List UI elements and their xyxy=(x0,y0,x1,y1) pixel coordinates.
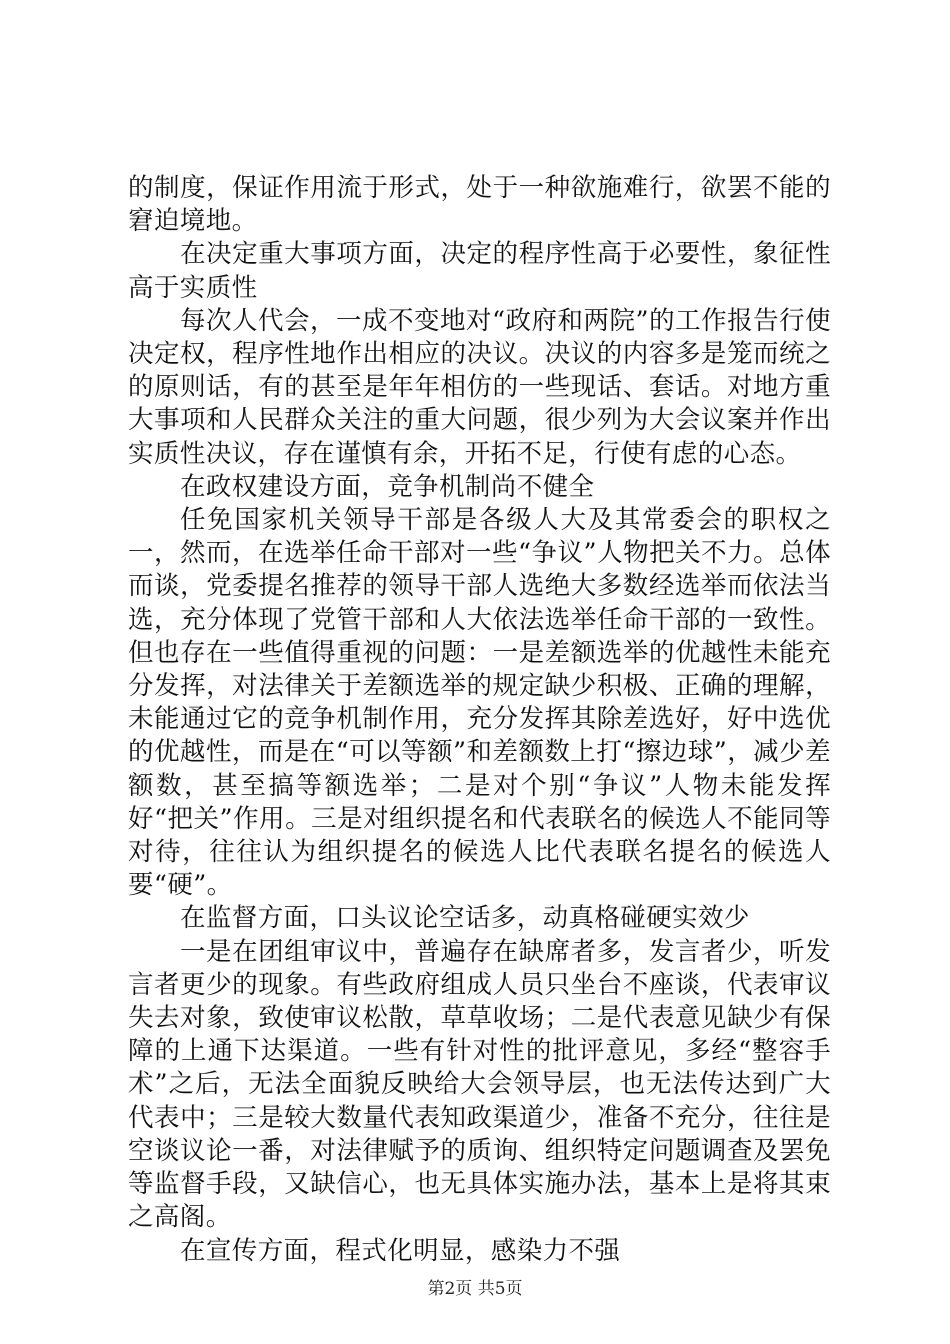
section-heading: 在决定重大事项方面，决定的程序性高于必要性，象征性高于实质性 xyxy=(128,239,831,303)
section-heading: 在政权建设方面，竞争机制尚不健全 xyxy=(180,471,595,502)
paragraph: 每次人代会，一成不变地对“政府和两院”的工作报告行使决定权，程序性地作出相应的决议。决议的内容多是笼而统之的原则话，有的甚至是年年相仿的一些现话、套话。对地方重大事项和人民群众关注的重大问题，很少列为大会议案并作出实质性决议，存在谨慎有余，开拓不足，行使有虑的心态。 xyxy=(128,305,831,469)
section-heading: 在宣传方面，程式化明显，感染力不强 xyxy=(180,1235,621,1266)
section-heading: 在监督方面，口头议论空话多，动真格碰硬实效少 xyxy=(180,903,750,934)
paragraph: 一是在团组审议中，普遍存在缺席者多，发言者少，听发言者更少的现象。有些政府组成人员只坐台不座谈，代表审议失去对象，致使审议松散，草草收场；二是代表意见缺少有保障的上通下达渠道。一些有针对性的批评意见，多经“整容手术”之后，无法全面貌反映给大会领导层，也无法传达到广大代表中；三是较大数量代表知政渠道少，准备不充分，往往是空谈议论一番，对法律赋予的质询、组织特定问题调查及罢免等监督手段，又缺信心，也无具体实施办法，基本上是将其束之高阁。 xyxy=(128,936,831,1233)
paragraph: 任免国家机关领导干部是各级人大及其常委会的职权之一，然而，在选举任命干部对一些“争议”人物把关不力。总体而谈，党委提名推荐的领导干部人选绝大多数经选举而依法当选，充分体现了党管干部和人大依法选举任命干部的一致性。但也存在一些值得重视的问题：一是差额选举的优越性未能充分发挥，对法律关于差额选举的规定缺少积极、正确的理解，未能通过它的竞争机制作用，充分发挥其除差选好，好中选优的优越性，而是在“可以等额”和差额数上打“擦边球”，减少差额数，甚至搞等额选举；二是对个别“争议”人物未能发挥好“把关”作用。三是对组织提名和代表联名的候选人不能同等对待，往往认为组织提名的候选人比代表联名提名的候选人要“硬”。 xyxy=(128,505,831,901)
page-number: 第2页 共5页 xyxy=(427,1279,523,1299)
page-footer xyxy=(0,1274,950,1299)
paragraph: 的制度，保证作用流于形式，处于一种欲施难行，欲罢不能的窘迫境地。 xyxy=(128,173,831,237)
document-body xyxy=(128,172,831,1268)
